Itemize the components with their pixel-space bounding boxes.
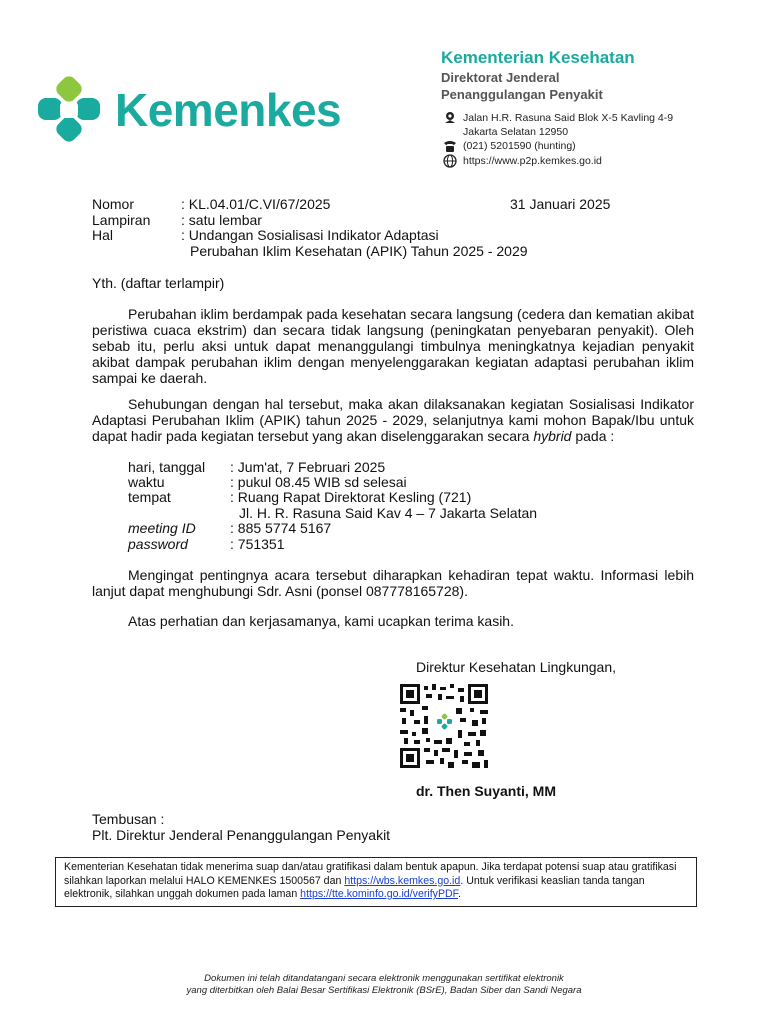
hal-label: Hal [92,227,114,243]
paragraph-3: Mengingat pentingnya acara tersebut diharapkan kehadiran tepat waktu. Informasi lebih lanjut dapat menghubungi Sdr. Asni (ponsel 087778165728). [92,567,694,599]
greeting: Yth. (daftar terlampir) [92,275,225,291]
hal-value-line-1: : Undangan Sosialisasi Indikator Adaptasi [181,227,439,243]
paragraph-2-italic: hybrid [533,428,572,444]
schedule-password-label: password [128,536,188,552]
paragraph-2-end: pada : [571,428,615,444]
paragraph-2 [92,396,694,444]
esign-line-2: yang diterbitkan oleh Balai Besar Sertifikasi Elektronik (BSrE), Badan Siber dan Sandi Negara [186,985,582,996]
address-line-2: Jakarta Selatan 12950 [463,126,569,138]
paragraph-1: Perubahan iklim berdampak pada kesehatan secara langsung (cedera dan kematian akibat peristiwa cuaca ekstrim) dan secara tidak langsung (peningkatan penyebaran penyakit). Oleh sebab itu, perlu aksi untuk dapat menanggulangi timbulnya meningkatnya kejadian penyakit akibat dampak perubahan iklim dengan menyelenggarakan kegiatan adaptasi perubahan iklim sampai ke daerah. [92,306,694,386]
schedule-day-value: : Jum'at, 7 Februari 2025 [230,459,386,475]
schedule-time-label: waktu [128,474,165,490]
schedule-password-value: : 751351 [230,536,285,552]
directorate-line-1: Direktorat Jenderal [441,70,560,85]
schedule-time-value: : pukul 08.45 WIB sd selesai [230,474,407,490]
lampiran-value: : satu lembar [181,212,262,228]
schedule-meeting-label: meeting ID [128,520,196,536]
nomor-label: Nomor [92,196,135,212]
logo-wordmark: Kemenkes [115,84,342,136]
paragraph-2-text: Sehubungan dengan hal tersebut, maka akan dilaksanakan kegiatan Sosialisasi Indikator Adaptasi Perubahan Iklim (APIK) tahun 2025 - 2029, selanjutnya kami mohon Bapak/Ibu untuk dapat hadir pada kegiatan tersebut yang akan diselenggarakan secara [92,396,694,444]
schedule-day-label: hari, tanggal [128,459,206,475]
cc-label: Tembusan : [92,811,165,827]
signatory-position: Direktur Kesehatan Lingkungan, [416,659,617,675]
schedule-place-value-1: : Ruang Rapat Direktorat Kesling (721) [230,489,472,505]
lampiran-label: Lampiran [92,212,151,228]
notice-text-1: Kementerian Kesehatan tidak menerima suap dan/atau gratifikasi dalam bentuk apapun. Jika terdapat potensi suap atau gratifikasi silahkan laporkan melalui HALO KEMENKES 1500567 dan [64,861,677,887]
directorate-line-2: Penanggulangan Penyakit [441,87,603,102]
kemenkes-logo-icon [36,76,104,144]
cc-item: Plt. Direktur Jenderal Penanggulangan Penyakit [92,827,391,843]
website-url[interactable]: https://www.p2p.kemkes.go.id [463,155,602,167]
notice-text-2: . Untuk verifikasi keaslian tanda tangan elektronik, silahkan unggah dokumen pada laman [64,874,645,900]
schedule-meeting-value: : 885 5774 5167 [230,520,332,536]
closing-text: Atas perhatian dan kerjasamanya, kami ucapkan terima kasih. [128,613,514,629]
schedule-place-label: tempat [128,489,171,505]
qr-code-icon [400,684,488,768]
hal-value-line-2: Perubahan Iklim Kesehatan (APIK) Tahun 2025 - 2029 [190,243,528,259]
phone-icon [443,139,457,153]
letter-date: 31 Januari 2025 [510,196,611,212]
esign-line-1: Dokumen ini telah ditandatangani secara elektronik menggunakan sertifikat elektronik [204,973,564,984]
schedule-place-value-2: Jl. H. R. Rasuna Said Kav 4 – 7 Jakarta Selatan [239,505,538,521]
notice-text-3: . [457,888,461,900]
institution-name: Kementerian Kesehatan [441,48,635,67]
anti-gratification-notice [55,857,697,907]
location-icon [443,111,457,125]
phone-number: (021) 5201590 (hunting) [463,140,576,152]
address-line-1: Jalan H.R. Rasuna Said Blok X-5 Kavling 4-9 [463,112,674,124]
verify-pdf-link[interactable]: https://tte.kominfo.go.id/verifyPDF [300,888,458,900]
signatory-name: dr. Then Suyanti, MM [416,783,557,799]
nomor-value: : KL.04.01/C.VI/67/2025 [181,196,331,212]
globe-icon [443,154,457,168]
wbs-link[interactable]: https://wbs.kemkes.go.id [344,874,461,887]
